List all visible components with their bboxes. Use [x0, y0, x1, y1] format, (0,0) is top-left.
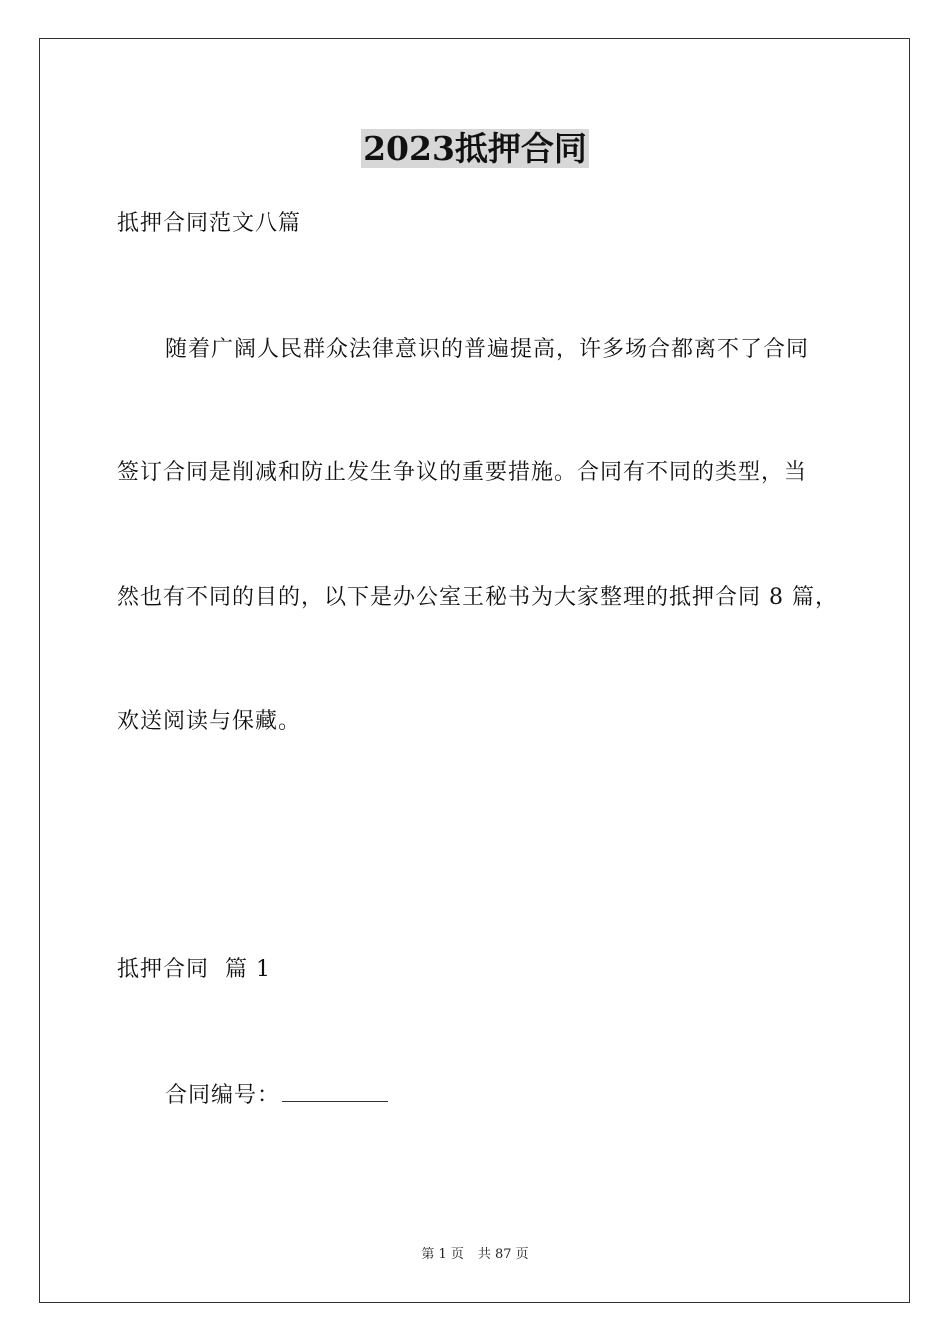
intro-line-2: 签订合同是削减和防止发生争议的重要措施。合同有不同的类型，当 — [117, 460, 808, 485]
contract-number-row — [165, 1081, 388, 1111]
document-subtitle: 抵押合同范文八篇 — [117, 211, 302, 236]
page-footer — [0, 1246, 950, 1264]
intro-line-1: 随着广阔人民群众法律意识的普遍提高，许多场合都离不了合同 — [165, 337, 810, 362]
intro-line-4: 欢送阅读与保藏。 — [117, 709, 302, 734]
section-heading: 抵押合同 篇 1 — [117, 957, 271, 982]
page-number: 第 1 页 — [421, 1247, 464, 1262]
document-title-text: 2023抵押合同 — [363, 129, 587, 168]
total-pages: 共 87 页 — [477, 1247, 529, 1262]
contract-number-label: 合同编号： — [165, 1083, 281, 1108]
intro-line-3: 然也有不同的目的，以下是办公室王秘书为大家整理的抵押合同 8 篇， — [117, 585, 838, 610]
contract-number-blank — [282, 1081, 388, 1102]
document-title — [0, 127, 950, 171]
